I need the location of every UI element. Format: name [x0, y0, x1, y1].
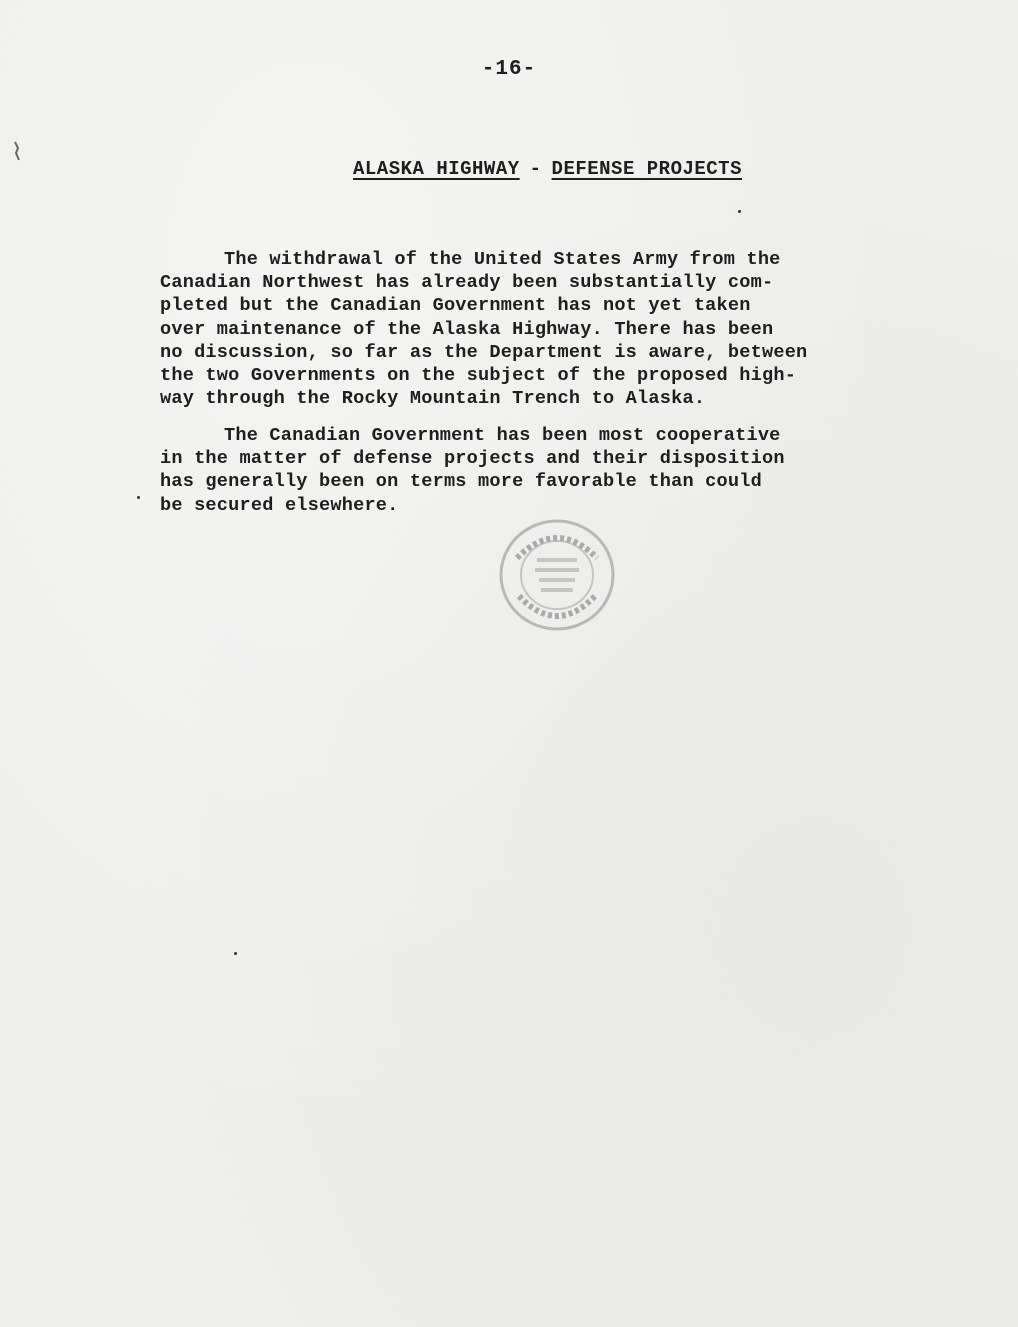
- paragraph-line: The withdrawal of the United States Army from the: [224, 249, 781, 270]
- heading-separator: -: [529, 158, 542, 180]
- paragraph-line: The Canadian Government has been most cooperative: [224, 425, 781, 446]
- paragraph-line: the two Governments on the subject of the proposed high-: [160, 365, 797, 387]
- margin-mark: [12, 140, 22, 164]
- ink-speck: [234, 952, 237, 955]
- paragraph-line: way through the Rocky Mountain Trench to Alaska.: [160, 388, 706, 410]
- paragraph-line: in the matter of defense projects and their disposition: [160, 448, 785, 470]
- paragraph-line: no discussion, so far as the Department is aware, between: [160, 341, 808, 363]
- heading-part-1: ALASKA HIGHWAY: [353, 158, 520, 180]
- paragraph-line: has generally been on terms more favorable than could: [160, 471, 762, 493]
- paragraph-line: Canadian Northwest has already been substantially com-: [160, 272, 774, 294]
- section-heading: [353, 158, 793, 180]
- paragraph-line: over maintenance of the Alaska Highway. There has been: [160, 318, 774, 340]
- paragraph-line: be secured elsewhere.: [160, 494, 399, 516]
- ink-speck: [738, 210, 741, 213]
- heading-part-2: DEFENSE PROJECTS: [551, 158, 742, 180]
- page-number: -16-: [481, 58, 537, 81]
- paragraph-1: [160, 248, 900, 410]
- ink-speck: [137, 496, 140, 499]
- paragraph-line: pleted but the Canadian Government has not yet taken: [160, 295, 751, 317]
- archive-stamp: [497, 518, 617, 633]
- paragraph-2: [160, 424, 900, 517]
